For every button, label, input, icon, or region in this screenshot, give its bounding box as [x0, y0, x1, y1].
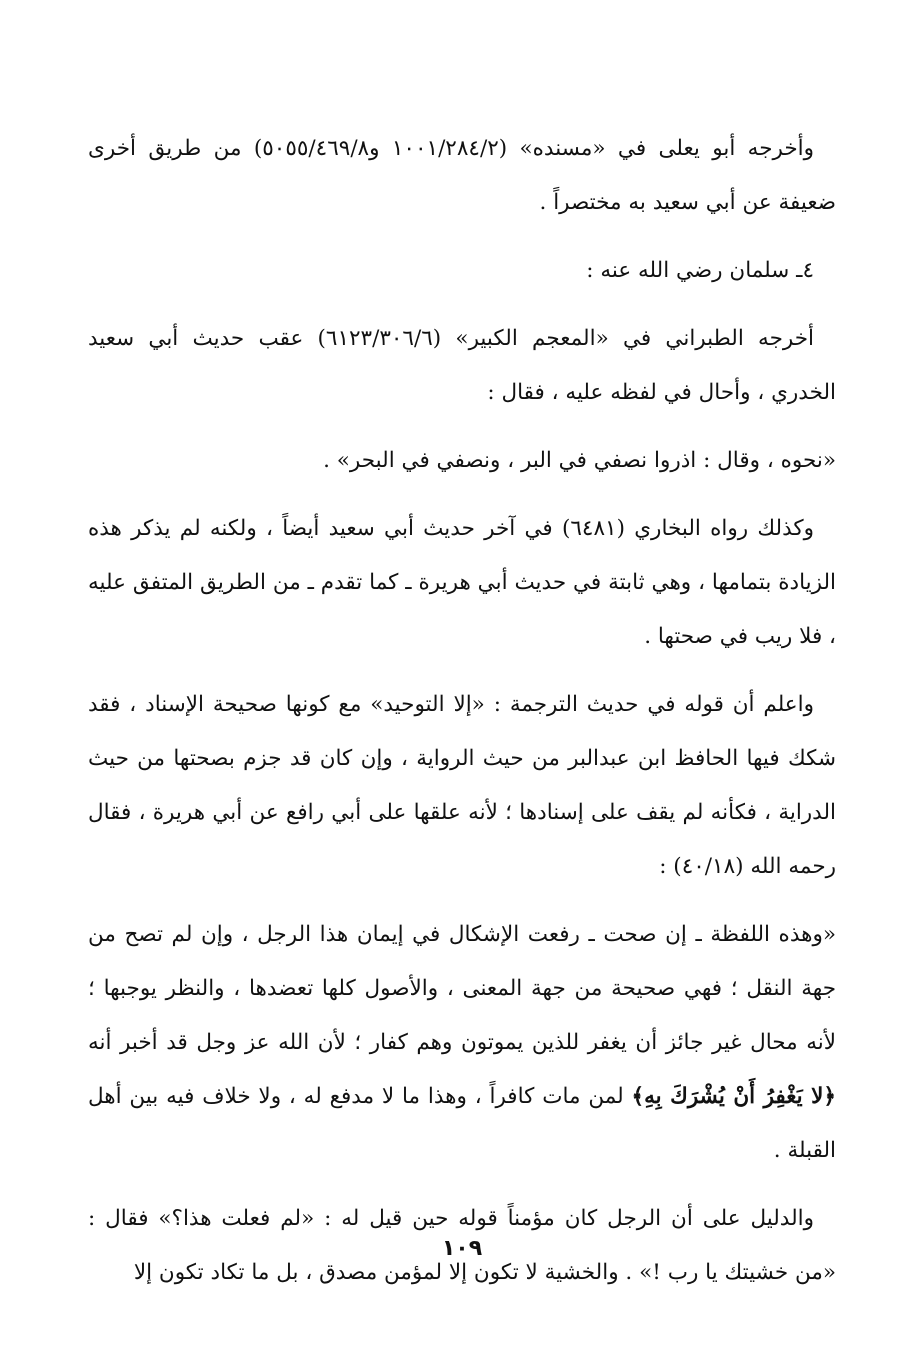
paragraph-quote-nahwahu: «نحوه ، وقال : اذروا نصفي في البر ، ونصفي في البحر» . [323, 448, 836, 473]
quote-text-after: لمن مات كافراً ، وهذا ما لا مدفع له ، ولا خلاف فيه بين أهل القبلة . [88, 1084, 836, 1163]
paragraph-abu-yala: وأخرجه أبو يعلى في «مسنده» (١٠٠١/٢٨٤/٢ و٥٠٥٥/٤٦٩/٨) من طريق أخرى ضعيفة عن أبي سعيد به مختصراً . [88, 136, 836, 215]
paragraph-evidence: والدليل على أن الرجل كان مؤمناً قوله حين قيل له : «لم فعلت هذا؟» فقال : «من خشيتك يا رب !» . والخشية لا تكون إلا لمؤمن مصدق ، بل ما تكاد تكون إلا [88, 1206, 836, 1285]
paragraph-tawhid: واعلم أن قوله في حديث الترجمة : «إلا التوحيد» مع كونها صحيحة الإسناد ، فقد شكك فيها الحافظ ابن عبدالبر من حيث الرواية ، وإن كان قد جزم بصحتها من حيث الدراية ، فكأنه لم يقف على إسنادها ؛ لأنه علقها على أبي رافع عن أبي هريرة ، فقال رحمه الله (٤٠/١٨) : [88, 692, 836, 879]
paragraph-ibn-abdilbarr-quote [88, 908, 836, 1178]
section-heading-salman: ٤ـ سلمان رضي الله عنه : [586, 258, 814, 283]
paragraph-tabarani: أخرجه الطبراني في «المعجم الكبير» (٦١٢٣/٣٠٦/٦) عقب حديث أبي سعيد الخدري ، وأحال في لفظه عليه ، فقال : [88, 326, 836, 405]
quote-text-before: «وهذه اللفظة ـ إن صحت ـ رفعت الإشكال في إيمان هذا الرجل ، وإن لم تصح من جهة النقل ؛ فهي صحيحة من جهة المعنى ، والأصول كلها تعضدها ، والنظر يوجبها ؛ لأنه محال غير جائز أن يغفر للذين يموتون وهم كفار ؛ لأن الله عز وجل قد أخبر أنه [88, 922, 836, 1055]
quran-verse: ﴿لا يَغْفِرُ أَنْ يُشْرَكَ بِهِ﴾ [631, 1084, 836, 1109]
paragraph-bukhari: وكذلك رواه البخاري (٦٤٨١) في آخر حديث أبي سعيد أيضاً ، ولكنه لم يذكر هذه الزيادة بتمامها ، وهي ثابتة في حديث أبي هريرة ـ كما تقدم ـ من الطريق المتفق عليه ، فلا ريب في صحتها . [88, 516, 836, 649]
page-number: ١٠٩ [441, 1236, 483, 1261]
body-text [88, 122, 836, 1314]
